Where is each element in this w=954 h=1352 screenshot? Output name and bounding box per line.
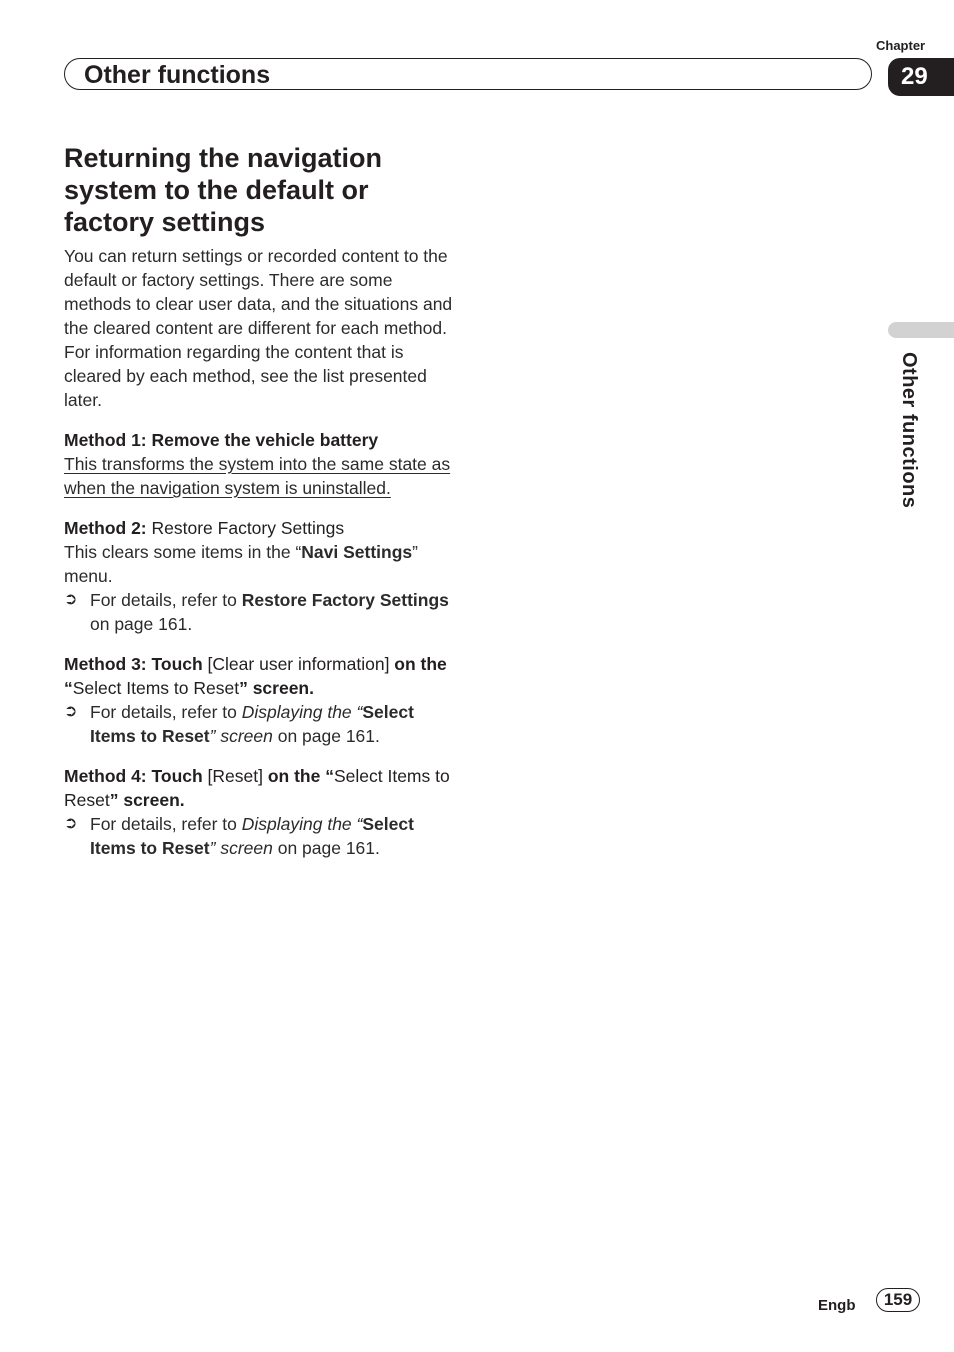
menu-name: Navi Settings <box>301 542 413 562</box>
method-4-heading-part: Method 4: Touch <box>64 766 208 786</box>
method-4 <box>64 764 456 860</box>
method-2-heading-text: Restore Factory Settings <box>146 518 345 538</box>
reference-italic: ” screen <box>209 726 273 746</box>
method-4-heading-part: on the “ <box>263 766 334 786</box>
arrow-bullet-icon: ➲ <box>64 591 78 608</box>
method-3-button-name: [Clear user information] <box>207 654 390 674</box>
chapter-number-badge: 29 <box>888 58 954 96</box>
method-4-reference <box>64 812 456 860</box>
method-3-heading-part: on the “ <box>64 654 447 698</box>
method-4-screen-name: Select Items to Reset <box>64 766 450 810</box>
method-3-screen-name: Select Items to Reset <box>72 678 240 698</box>
method-2-heading <box>64 516 456 540</box>
method-2-reference <box>64 588 456 636</box>
reference-link[interactable]: Restore Factory Settings <box>241 590 449 610</box>
section-title: Other functions <box>84 61 271 89</box>
reference-link[interactable]: Select Items to Reset <box>90 702 414 746</box>
side-tab-marker <box>888 322 954 338</box>
chapter-label: Chapter <box>876 38 926 53</box>
method-1-heading: Method 1: Remove the vehicle battery <box>64 430 379 450</box>
footer-language: Engb <box>818 1297 856 1314</box>
method-3-heading-part: ” screen. <box>239 678 314 698</box>
arrow-bullet-icon: ➲ <box>64 815 78 832</box>
reference-pre: For details, refer to <box>90 702 242 722</box>
reference-pre: For details, refer to <box>90 814 242 834</box>
method-2-body <box>64 540 456 588</box>
method-2-body-pre: This clears some items in the “ <box>64 542 302 562</box>
method-4-heading-part: ” screen. <box>109 790 185 810</box>
method-2 <box>64 516 456 636</box>
reference-post: on page 161. <box>90 614 193 634</box>
method-4-button-name: [Reset] <box>207 766 263 786</box>
reference-italic: Displaying the “ <box>241 814 363 834</box>
content-column <box>64 244 456 876</box>
method-3-heading <box>64 652 456 700</box>
method-3 <box>64 652 456 748</box>
method-3-reference <box>64 700 456 748</box>
intro-paragraph: You can return settings or recorded content to the default or factory settings. There are some methods to clear user data, and the situations and the cleared content are different for each method. For information regarding the content that is cleared by each method, see the list presented later. <box>64 246 453 410</box>
reference-link[interactable]: Select Items to Reset <box>90 814 414 858</box>
reference-post: on page 161. <box>272 838 380 858</box>
method-4-heading <box>64 764 456 812</box>
page-title: Returning the navigation system to the default or factory settings <box>64 143 383 237</box>
method-1 <box>64 428 456 500</box>
method-1-body: This transforms the system into the same state as when the navigation system is uninstalled. <box>64 454 451 498</box>
method-3-heading-part: Method 3: Touch <box>64 654 208 674</box>
reference-pre: For details, refer to <box>90 590 242 610</box>
reference-italic: ” screen <box>209 838 273 858</box>
side-tab-label: Other functions <box>898 352 920 509</box>
page-number: 159 <box>876 1288 920 1312</box>
arrow-bullet-icon: ➲ <box>64 703 78 720</box>
method-2-body-post: ” menu. <box>64 542 418 586</box>
method-2-heading-label: Method 2: <box>64 518 147 538</box>
reference-italic: Displaying the “ <box>241 702 363 722</box>
reference-post: on page 161. <box>272 726 380 746</box>
